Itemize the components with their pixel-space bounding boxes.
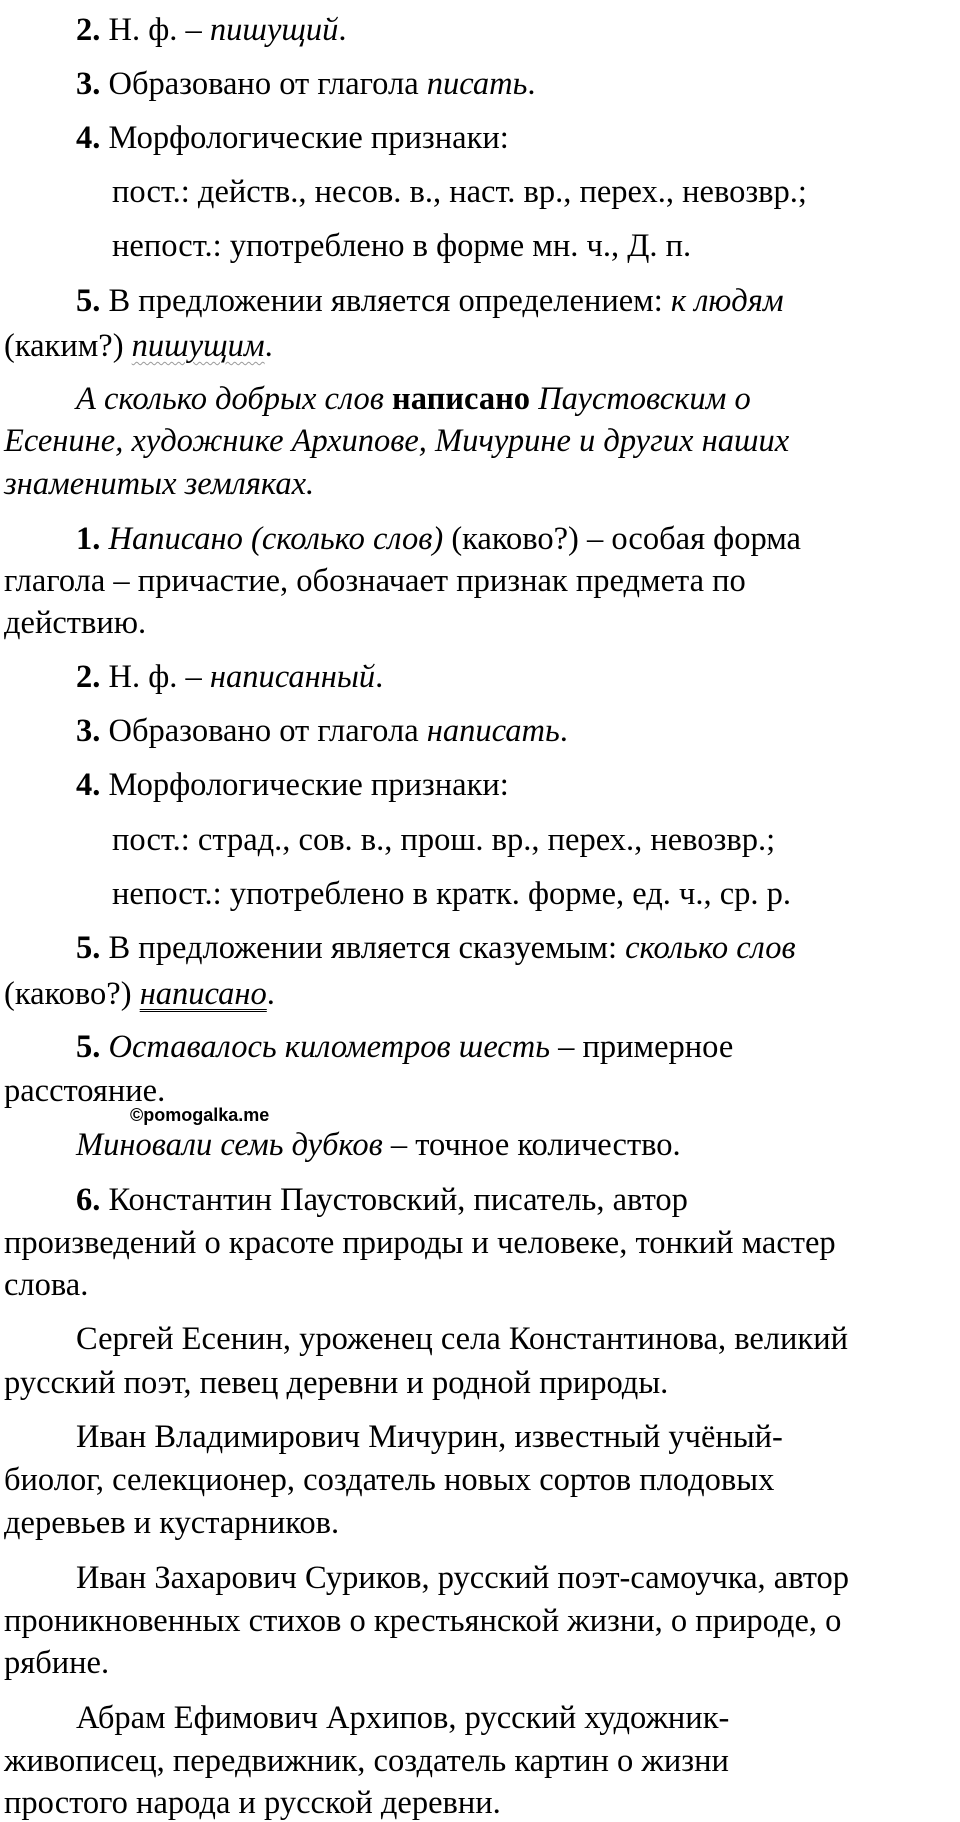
italic-text: Миновали семь дубков xyxy=(76,1127,383,1163)
source-verb: писать xyxy=(426,66,528,102)
item-number: 3. xyxy=(76,713,101,749)
sentence-text: знаменитых земляках. xyxy=(4,466,315,502)
text: – точное количество. xyxy=(382,1127,681,1163)
text: Н. ф. – xyxy=(100,12,210,48)
question: (каково?) xyxy=(4,976,140,1012)
p1-item-5 xyxy=(76,285,784,318)
p2-item-1-line-3: действию. xyxy=(4,605,147,641)
item-number: 2. xyxy=(76,12,101,48)
task6-p1-line-3: слова. xyxy=(4,1267,89,1303)
item-number: 4. xyxy=(76,120,101,156)
item-number: 5. xyxy=(76,283,101,319)
p1-nonconst-features: непост.: употреблено в форме мн. ч., Д. п. xyxy=(112,228,692,264)
text: В предложении является сказуемым: xyxy=(100,930,626,966)
task6-p5-line-2: живописец, передвижник, создатель картин о жизни xyxy=(4,1743,729,1779)
task5-line-3 xyxy=(76,1129,681,1162)
item-number: 5. xyxy=(76,1029,101,1065)
task6-p4-line-2: проникновенных стихов о крестьянской жизни, о природе, о xyxy=(4,1603,842,1639)
task6-p1-line-1 xyxy=(76,1184,688,1217)
text: (каково?) – особая форма xyxy=(443,521,801,557)
task6-p3-line-1: Иван Владимирович Мичурин, известный учёный- xyxy=(76,1419,783,1455)
sentence-text: Паустовским о xyxy=(530,381,751,417)
p1-const-features: пост.: действ., несов. в., наст. вр., перех., невозвр.; xyxy=(112,174,807,210)
task6-p4-line-1: Иван Захарович Суриков, русский поэт-самоучка, автор xyxy=(76,1560,850,1596)
text: Морфологические признаки: xyxy=(100,120,509,156)
sentence-text: А сколько добрых слов xyxy=(76,381,393,417)
p1-item-3 xyxy=(76,68,536,101)
punct: . xyxy=(559,713,568,749)
p2-const-features: пост.: страд., сов. в., прош. вр., перех., невозвр.; xyxy=(112,822,776,858)
question: (каким?) xyxy=(4,328,132,364)
source-verb: написать xyxy=(426,713,560,749)
italic-text: Написано (сколько слов) xyxy=(100,521,444,557)
p1-item-4 xyxy=(76,122,509,155)
item-number: 6. xyxy=(76,1182,101,1218)
task6-p5-line-3: простого народа и русской деревни. xyxy=(4,1785,501,1821)
text: Н. ф. – xyxy=(100,659,210,695)
task6-p2-line-1: Сергей Есенин, уроженец села Константинова, великий xyxy=(76,1321,849,1357)
punct: . xyxy=(527,66,536,102)
phrase: к людям xyxy=(670,283,784,319)
p1-item-2 xyxy=(76,14,347,47)
p2-item-2 xyxy=(76,661,383,694)
p2-item-5 xyxy=(76,932,796,965)
punct: . xyxy=(338,12,347,48)
italic-text: Оставалось километров шесть xyxy=(100,1029,550,1065)
phrase: сколько слов xyxy=(625,930,796,966)
text: В предложении является определением: xyxy=(100,283,671,319)
task6-p2-line-2: русский поэт, певец деревни и родной природы. xyxy=(4,1365,669,1401)
text: Образовано от глагола xyxy=(100,66,427,102)
p2-item-1 xyxy=(76,523,801,556)
underlined-word: написано xyxy=(139,976,267,1012)
sentence-line-2 xyxy=(4,425,789,458)
text: – примерное xyxy=(550,1029,734,1065)
text: Морфологические признаки: xyxy=(100,767,509,803)
p2-item-3 xyxy=(76,715,568,748)
task5-line-2: расстояние. xyxy=(4,1073,166,1109)
p2-nonconst-features: непост.: употреблено в кратк. форме, ед. ч., ср. р. xyxy=(112,876,792,912)
sentence-line-3 xyxy=(4,468,314,501)
task5-line-1 xyxy=(76,1031,733,1064)
p2-item-4 xyxy=(76,769,509,802)
task6-p3-line-3: деревьев и кустарников. xyxy=(4,1505,340,1541)
text: Константин Паустовский, писатель, автор xyxy=(100,1182,688,1218)
initial-form: написанный xyxy=(209,659,376,695)
item-number: 2. xyxy=(76,659,101,695)
p2-item-1-line-2: глагола – причастие, обозначает признак предмета по xyxy=(4,563,746,599)
sentence-bold-word: написано xyxy=(392,381,531,417)
sentence-text: Есенине, художнике Архипове, Мичурине и других наших xyxy=(4,423,790,459)
item-number: 1. xyxy=(76,521,101,557)
p2-item-5-cont xyxy=(4,978,275,1011)
punct: . xyxy=(375,659,384,695)
initial-form: пишущий xyxy=(209,12,339,48)
underlined-word: пишущим xyxy=(131,328,265,364)
task6-p1-line-2: произведений о красоте природы и человеке, тонкий мастер xyxy=(4,1225,836,1261)
task6-p5-line-1: Абрам Ефимович Архипов, русский художник- xyxy=(76,1700,730,1736)
task6-p3-line-2: биолог, селекционер, создатель новых сортов плодовых xyxy=(4,1462,775,1498)
punct: . xyxy=(264,328,273,364)
task6-p4-line-3: рябине. xyxy=(4,1645,110,1681)
punct: . xyxy=(266,976,275,1012)
item-number: 4. xyxy=(76,767,101,803)
watermark: ©pomogalka.me xyxy=(130,1105,270,1125)
text: Образовано от глагола xyxy=(100,713,427,749)
p1-item-5-cont xyxy=(4,330,273,363)
sentence-line-1 xyxy=(76,383,751,416)
item-number: 3. xyxy=(76,66,101,102)
item-number: 5. xyxy=(76,930,101,966)
